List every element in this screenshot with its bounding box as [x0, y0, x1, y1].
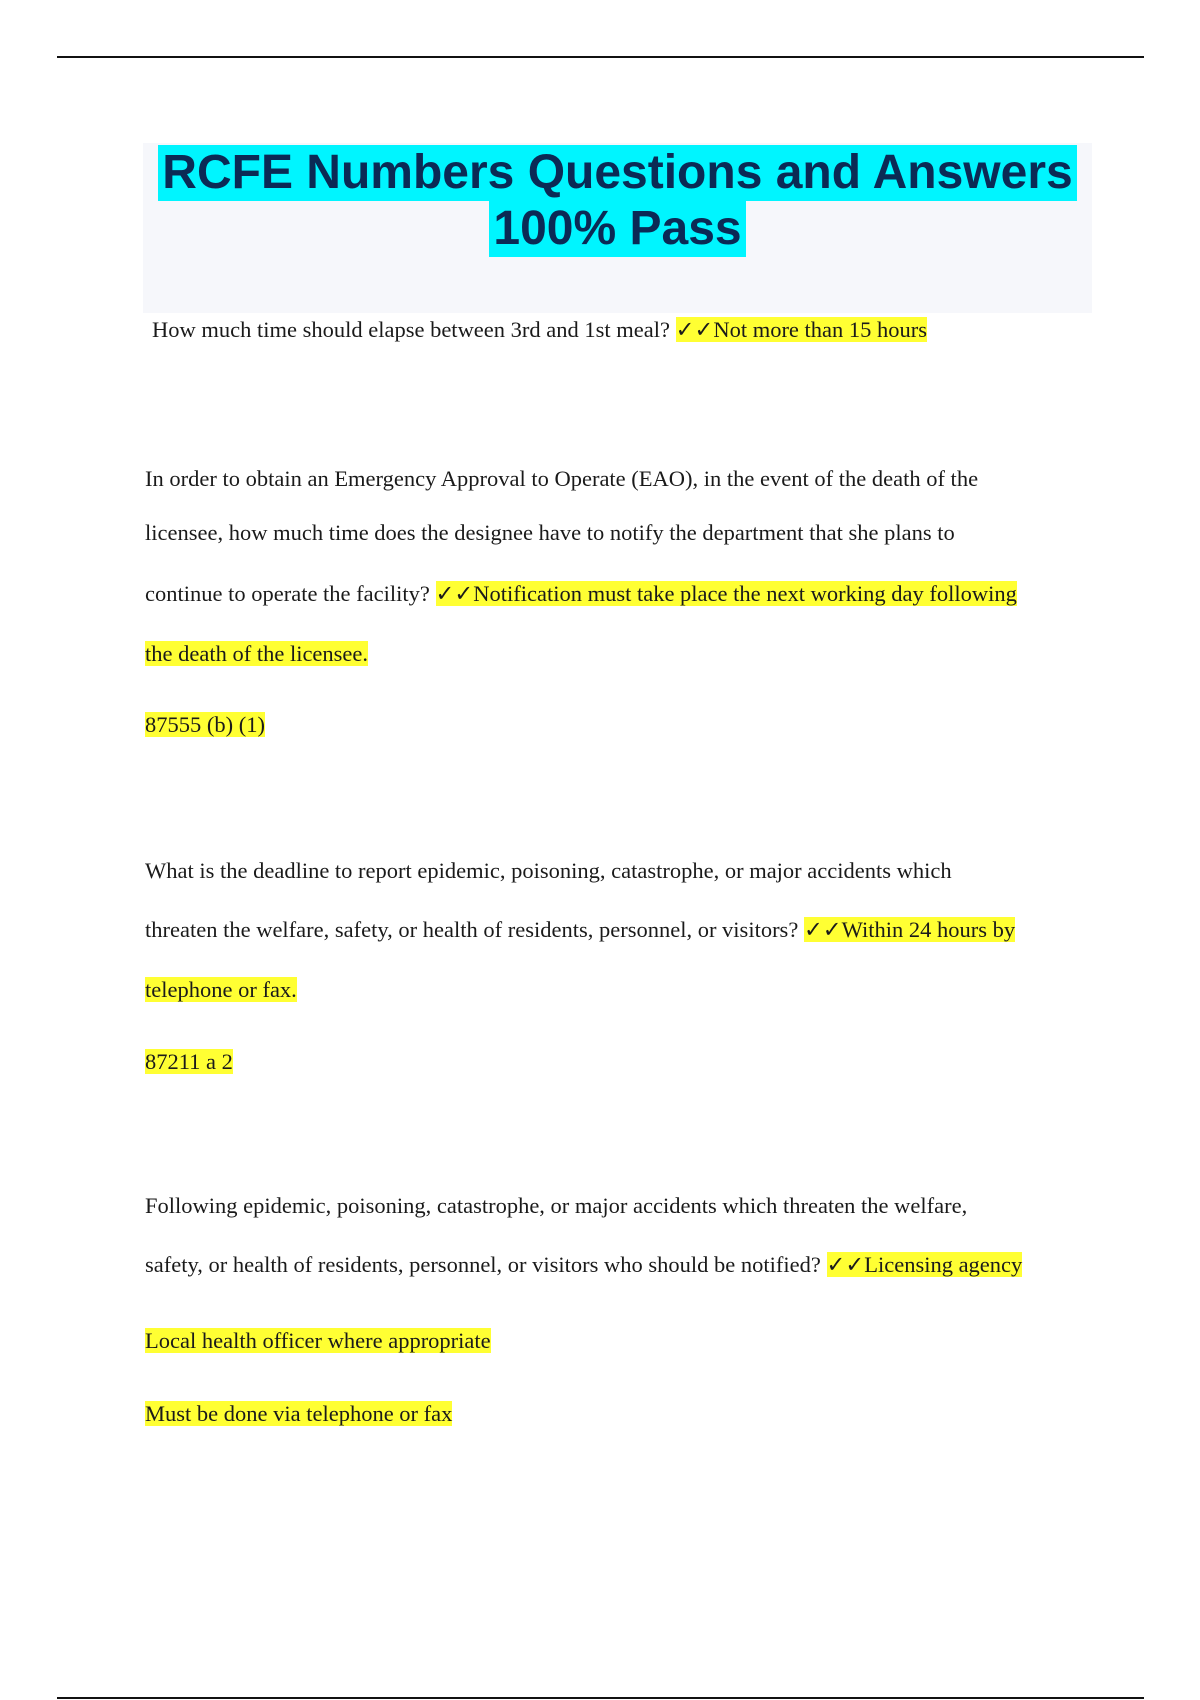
question-2-line-3-text: continue to operate the facility? — [145, 581, 430, 606]
question-3-line-2 — [145, 914, 1015, 946]
question-2-line-3 — [145, 578, 1017, 610]
answer-3-line-2: telephone or fax. — [145, 977, 297, 1002]
title-panel — [143, 143, 1092, 313]
top-rule — [57, 56, 1144, 58]
answer-4-line-3-row — [145, 1398, 452, 1430]
reference-2: 87555 (b) (1) — [145, 712, 265, 737]
answer-3-line-2-row — [145, 974, 297, 1006]
reference-3: 87211 a 2 — [145, 1049, 233, 1074]
answer-4-line-2-row — [145, 1325, 491, 1357]
answer-4-line-1: ✓✓Licensing agency — [826, 1252, 1023, 1277]
reference-3-row — [145, 1046, 233, 1078]
page-title-line-1: RCFE Numbers Questions and Answers — [158, 145, 1076, 201]
question-2-line-2: licensee, how much time does the designee have to notify the department that she plans to — [145, 520, 955, 545]
answer-3-line-1: ✓✓Within 24 hours by — [803, 917, 1016, 942]
page-title-line-2: 100% Pass — [489, 201, 745, 257]
question-1 — [152, 314, 927, 346]
question-3-line-2-text: threaten the welfare, safety, or health of residents, personnel, or visitors? — [145, 917, 799, 942]
reference-2-row — [145, 709, 265, 741]
answer-2-line-2: the death of the licensee. — [145, 641, 369, 666]
answer-2-line-1: ✓✓Notification must take place the next working day following — [435, 581, 1017, 606]
answer-4-line-2: Local health officer where appropriate — [145, 1328, 491, 1353]
answer-4-line-3: Must be done via telephone or fax — [145, 1401, 453, 1426]
question-3-line-1: What is the deadline to report epidemic, poisoning, catastrophe, or major accidents which — [145, 858, 952, 883]
question-2-line-1: In order to obtain an Emergency Approval to Operate (EAO), in the event of the death of the — [145, 466, 979, 491]
question-4-line-1: Following epidemic, poisoning, catastrophe, or major accidents which threaten the welfare, — [145, 1193, 968, 1218]
bottom-rule — [57, 1697, 1144, 1699]
question-4-line-2 — [145, 1249, 1022, 1281]
answer-2-line-2-row — [145, 638, 368, 670]
answer-1: ✓✓Not more than 15 hours — [675, 317, 928, 342]
question-1-text: How much time should elapse between 3rd and 1st meal? — [152, 317, 670, 342]
question-4-line-2-text: safety, or health of residents, personnel, or visitors who should be notified? — [145, 1252, 821, 1277]
